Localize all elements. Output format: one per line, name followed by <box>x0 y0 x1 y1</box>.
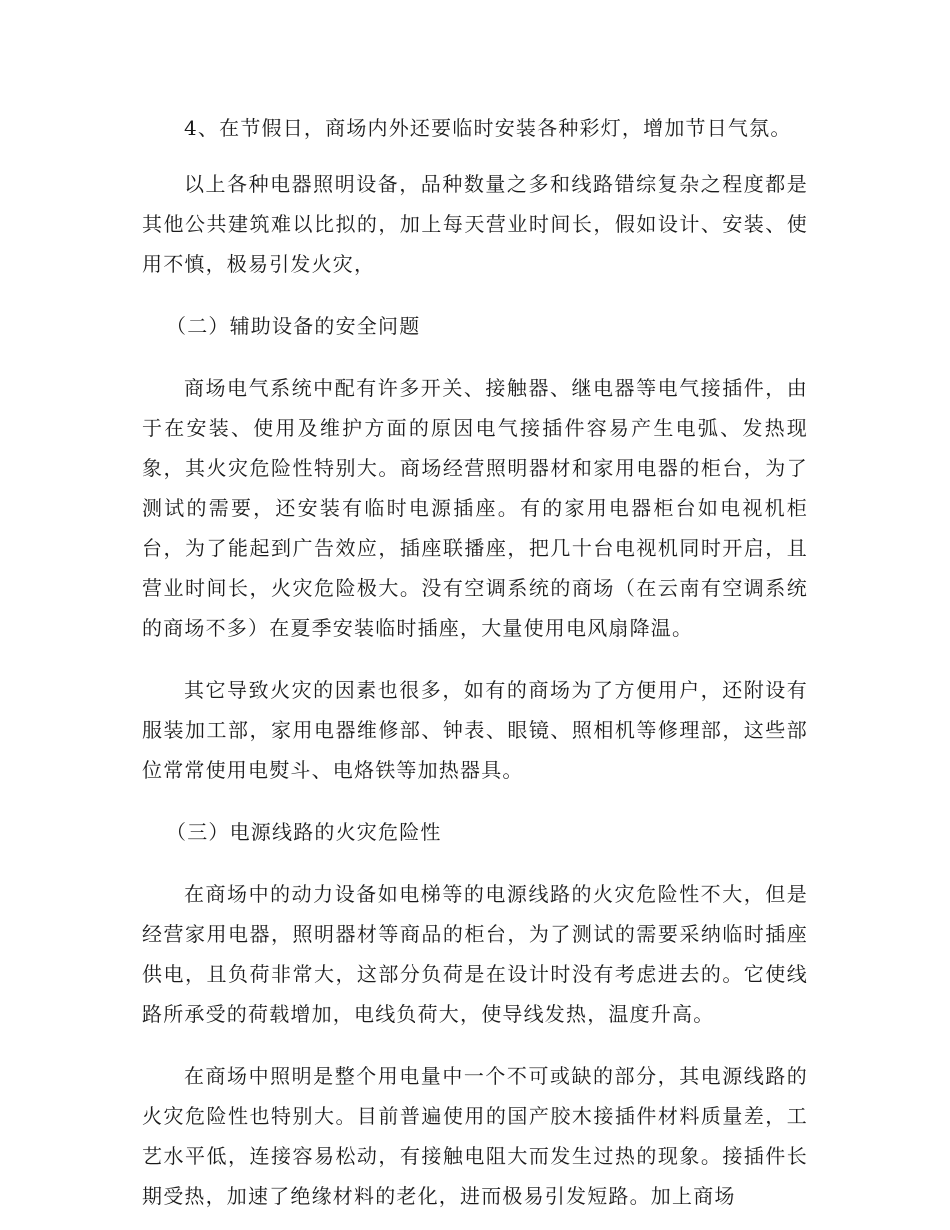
section-heading-auxiliary-equipment: （二）辅助设备的安全问题 <box>166 314 421 338</box>
paragraph-power-line-load: 在商场中的动力设备如电梯等的电源线路的火灾危险性不大，但是经营家用电器，照明器材等商品的柜台，为了测试的需要采纳临时插座供电，且负荷非常大，这部分负荷是在设计时没有考虑进去的。它使线路所承受的荷载增加，电线负荷大，使导线发热，温度升高。 <box>142 882 808 1026</box>
paragraph-holiday-lighting: 4、在节假日，商场内外还要临时安装各种彩灯，增加节日气氛。 <box>184 116 792 140</box>
paragraph-lighting-complexity: 以上各种电器照明设备，品种数量之多和线路错综复杂之程度都是其他公共建筑难以比拟的，加上每天营业时间长，假如设计、安装、使用不慎，极易引发火灾， <box>142 172 808 276</box>
paragraph-lighting-circuit-risk: 在商场中照明是整个用电量中一个不可或缺的部分，其电源线路的火灾危险性也特别大。目前普遍使用的国产胶木接插件材料质量差，工艺水平低，连接容易松动，有接触电阻大而发生过热的现象。接插件长期受热，加速了绝缘材料的老化，进而极易引发短路。加上商场 <box>142 1064 808 1208</box>
paragraph-other-fire-factors: 其它导致火灾的因素也很多，如有的商场为了方便用户，还附设有服装加工部，家用电器维修部、钟表、眼镜、照相机等修理部，这些部位常常使用电熨斗、电烙铁等加热器具。 <box>142 678 808 782</box>
section-heading-power-lines: （三）电源线路的火灾危险性 <box>166 820 442 844</box>
paragraph-electrical-connectors: 商场电气系统中配有许多开关、接触器、继电器等电气接插件，由于在安装、使用及维护方面的原因电气接插件容易产生电弧、发热现象，其火灾危险性特别大。商场经营照明器材和家用电器的柜台，为了测试的需要，还安装有临时电源插座。有的家用电器柜台如电视机柜台，为了能起到广告效应，插座联播座，把几十台电视机同时开启，且营业时间长，火灾危险极大。没有空调系统的商场（在云南有空调系统的商场不多）在夏季安装临时插座，大量使用电风扇降温。 <box>142 376 808 640</box>
